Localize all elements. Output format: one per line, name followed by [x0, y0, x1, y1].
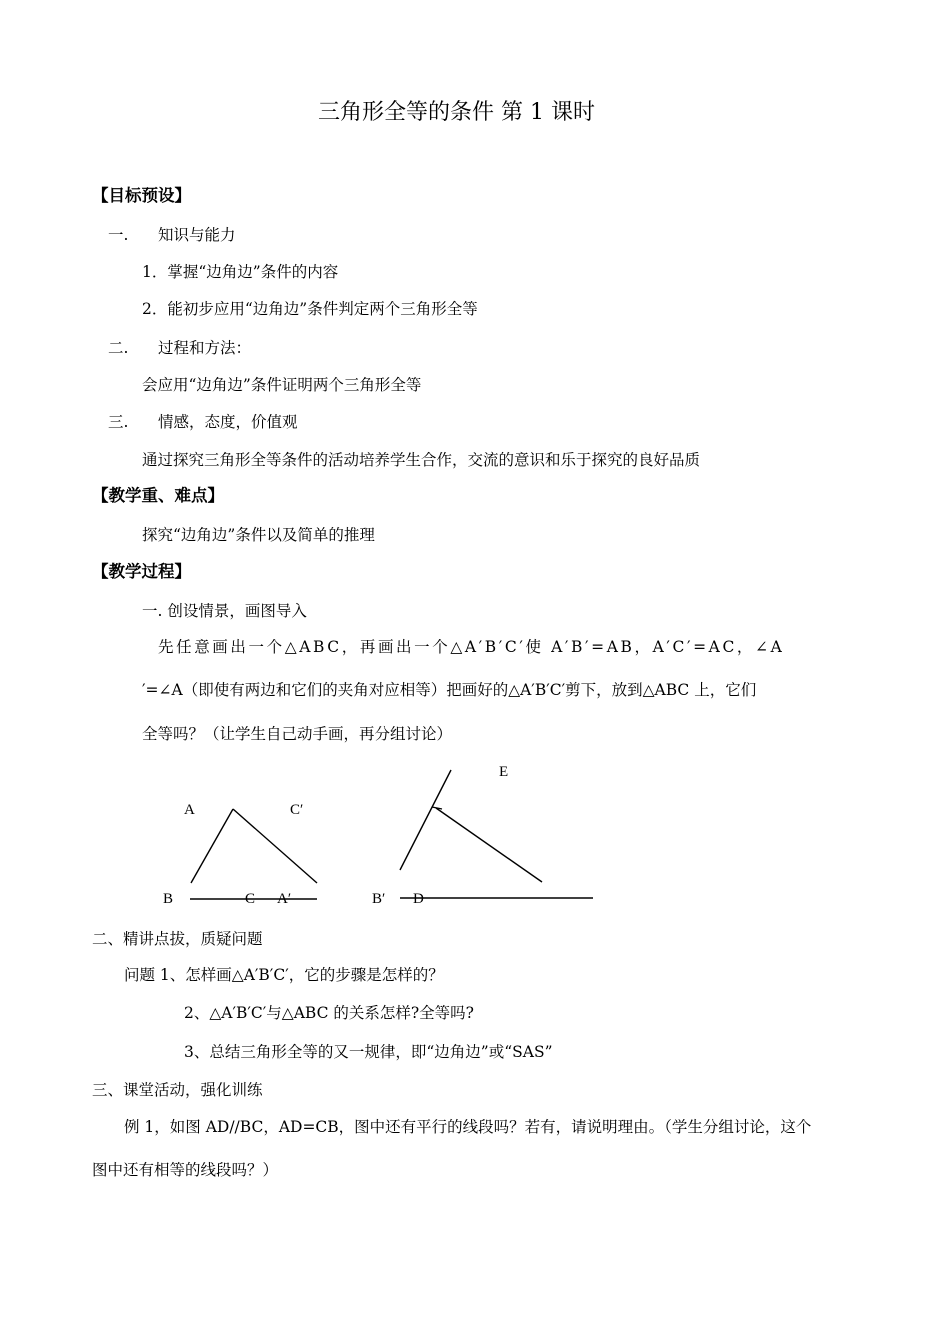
key-points-heading: 【教学重、难点】 [92, 486, 224, 505]
objective-1-item-1: 1．掌握“边角边”条件的内容 [142, 263, 339, 281]
step-1-line-3: 全等吗？（让学生自己动手画，再分组讨论） [142, 725, 453, 743]
objective-3-number: 三. [108, 413, 129, 431]
question-3: 3、总结三角形全等的又一规律，即“边角边”或“SAS” [184, 1043, 553, 1061]
key-points-body: 探究“边角边”条件以及简单的推理 [142, 526, 375, 544]
objective-2-number: 二. [108, 339, 129, 357]
objective-1-title: 知识与能力 [158, 226, 236, 244]
step-1-line-1: 先任意画出一个△ABC，再画出一个△A′B′C′使 A′B′=AB，A′C′=AC，∠A [158, 638, 785, 656]
step-1-title: 一. 创设情景，画图导入 [142, 602, 307, 620]
label-e: E [499, 764, 509, 780]
objective-2-body: 会应用“边角边”条件证明两个三角形全等 [142, 376, 422, 394]
objective-1-number: 一. [108, 226, 129, 244]
step-3-title: 三、课堂活动，强化训练 [92, 1081, 263, 1099]
ray-b-prime-e [400, 770, 451, 870]
objective-3-title: 情感，态度，价值观 [158, 413, 298, 431]
step-2-title: 二、精讲点拔，质疑问题 [92, 930, 263, 948]
example-1-line-2: 图中还有相等的线段吗？） [92, 1161, 279, 1179]
arc-mark [432, 807, 442, 809]
label-d: D [413, 891, 424, 907]
objective-3-body: 通过探究三角形全等条件的活动培养学生合作，交流的意识和乐于探究的良好品质 [142, 451, 701, 469]
page-title: 三角形全等的条件 第 1 课时 [318, 100, 595, 125]
label-b-prime: B′ [372, 891, 386, 907]
question-1: 问题 1、怎样画△A′B′C′，它的步骤是怎样的？ [124, 966, 444, 984]
ray-side-c-prime [436, 808, 542, 882]
objective-1-item-2: 2．能初步应用“边角边”条件判定两个三角形全等 [142, 300, 478, 318]
objective-2-title: 过程和方法： [158, 339, 252, 357]
process-heading: 【教学过程】 [92, 562, 191, 581]
label-c: C [245, 891, 256, 907]
label-b: B [163, 891, 174, 907]
question-2: 2、△A′B′C′与△ABC 的关系怎样?全等吗? [184, 1004, 474, 1022]
label-a: A [184, 802, 195, 818]
triangle-abc-side-ac [233, 809, 317, 883]
step-1-line-2: ′=∠A（即使有两边和它们的夹角对应相等）把画好的△A′B′C′剪下，放到△ABC 上，它们 [142, 681, 757, 699]
label-a-prime: A′ [277, 891, 292, 907]
triangle-abc-side-ab [191, 809, 233, 883]
label-c-prime: C′ [290, 802, 304, 818]
example-1-line-1: 例 1，如图 AD//BC，AD=CB，图中还有平行的线段吗？若有，请说明理由。（学生分组讨论，这个 [124, 1118, 812, 1136]
objectives-heading: 【目标预设】 [92, 186, 191, 205]
